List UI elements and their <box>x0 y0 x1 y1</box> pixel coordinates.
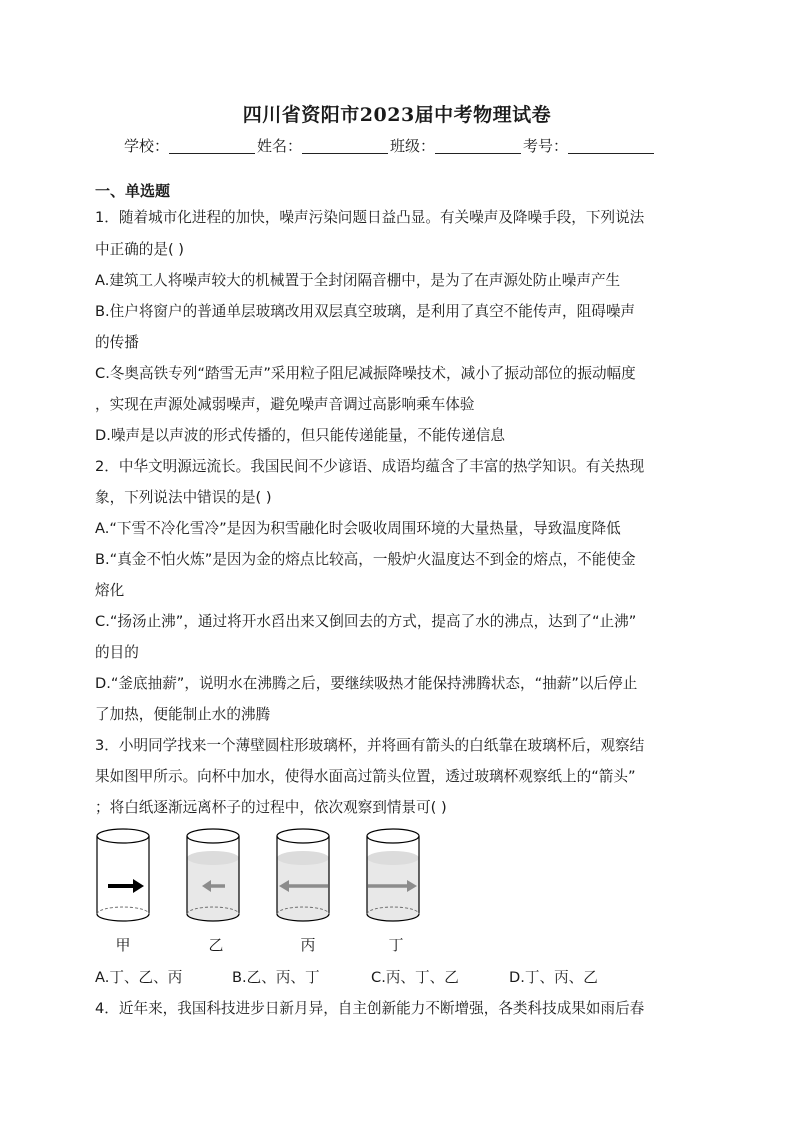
question-2-option-b: B.“真金不怕火炼”是因为金的熔点比较高，一般炉火温度达不到金的熔点，不能使金 <box>95 551 636 568</box>
question-3-choice-c: C.丙、丁、乙 <box>371 969 459 986</box>
question-2-option-d: D.“釜底抽薪”，说明水在沸腾之后，要继续吸热才能保持沸腾状态，“抽薪”以后停止 <box>95 675 638 692</box>
question-3-choice-a: A.丁、乙、丙 <box>95 969 183 986</box>
question-1-stem-line-2: 中正确的是( ) <box>95 241 184 258</box>
question-2-option-c-cont: 的目的 <box>95 644 139 661</box>
question-2-stem-line-2: 象，下列说法中错误的是( ) <box>95 489 272 506</box>
class-blank[interactable] <box>435 137 521 154</box>
question-1-option-c-cont: ，实现在声源处减弱噪声，避免噪声音调过高影响乘车体验 <box>95 396 475 413</box>
figure-label-yi: 乙 <box>208 936 224 954</box>
question-3-choice-d: D.丁、丙、乙 <box>509 969 598 986</box>
question-3-stem-line-1: 3．小明同学找来一个薄壁圆柱形玻璃杯，并将画有箭头的白纸靠在玻璃杯后，观察结 <box>95 737 645 754</box>
question-1-option-d: D.噪声是以声波的形式传播的，但只能传递能量，不能传递信息 <box>95 427 505 444</box>
student-info-line <box>124 135 656 156</box>
question-2-option-d-cont: 了加热，便能制止水的沸腾 <box>95 706 271 723</box>
name-blank[interactable] <box>302 137 388 154</box>
question-2-option-b-cont: 熔化 <box>95 582 125 599</box>
cup-jia <box>97 829 149 921</box>
question-1-option-b: B.住户将窗户的普通单层玻璃改用双层真空玻璃，是利用了真空不能传声，阻碍噪声 <box>95 303 636 320</box>
number-blank[interactable] <box>568 137 654 154</box>
question-2-option-a: A.“下雪不冷化雪冷”是因为积雪融化时会吸收周围环境的大量热量，导致温度降低 <box>95 520 621 537</box>
cup-ding <box>367 829 419 921</box>
figure-label-bing: 丙 <box>300 936 316 954</box>
cup-bing <box>277 829 329 921</box>
question-1-stem-line-1: 1．随着城市化进程的加快，噪声污染问题日益凸显。有关噪声及降噪手段，下列说法 <box>95 209 645 226</box>
class-label: 班级： <box>390 137 436 155</box>
glass-cups-figure <box>88 822 448 967</box>
section-heading: 一、单选题 <box>95 182 171 200</box>
question-3-choices <box>95 966 598 987</box>
name-label: 姓名： <box>257 137 303 155</box>
question-4-stem-line-1: 4．近年来，我国科技进步日新月异，自主创新能力不断增强，各类科技成果如雨后春 <box>95 1000 645 1017</box>
school-label: 学校： <box>124 137 170 155</box>
question-3-stem-line-2: 果如图甲所示。向杯中加水，使得水面高过箭头位置，透过玻璃杯观察纸上的“箭头” <box>95 768 636 785</box>
question-2-option-c: C.“扬汤止沸”，通过将开水舀出来又倒回去的方式，提高了水的沸点，达到了“止沸” <box>95 613 637 630</box>
question-3-choice-b: B.乙、丙、丁 <box>232 969 320 986</box>
question-1-option-c: C.冬奥高铁专列“踏雪无声”采用粒子阻尼减振降噪技术，减小了振动部位的振动幅度 <box>95 365 636 382</box>
question-2-stem-line-1: 2．中华文明源远流长。我国民间不少谚语、成语均蕴含了丰富的热学知识。有关热现 <box>95 458 645 475</box>
page-title: 四川省资阳市2023届中考物理试卷 <box>242 104 552 126</box>
question-1-option-a: A.建筑工人将噪声较大的机械置于全封闭隔音棚中，是为了在声源处防止噪声产生 <box>95 272 621 289</box>
number-label: 考号： <box>523 137 569 155</box>
question-1-option-b-cont: 的传播 <box>95 334 139 351</box>
school-blank[interactable] <box>169 137 255 154</box>
question-3-stem-line-3: ；将白纸逐渐远离杯子的过程中，依次观察到情景可( ) <box>95 799 447 816</box>
figure-label-ding: 丁 <box>388 936 404 954</box>
figure-label-jia: 甲 <box>115 936 131 954</box>
cup-yi <box>187 829 239 921</box>
